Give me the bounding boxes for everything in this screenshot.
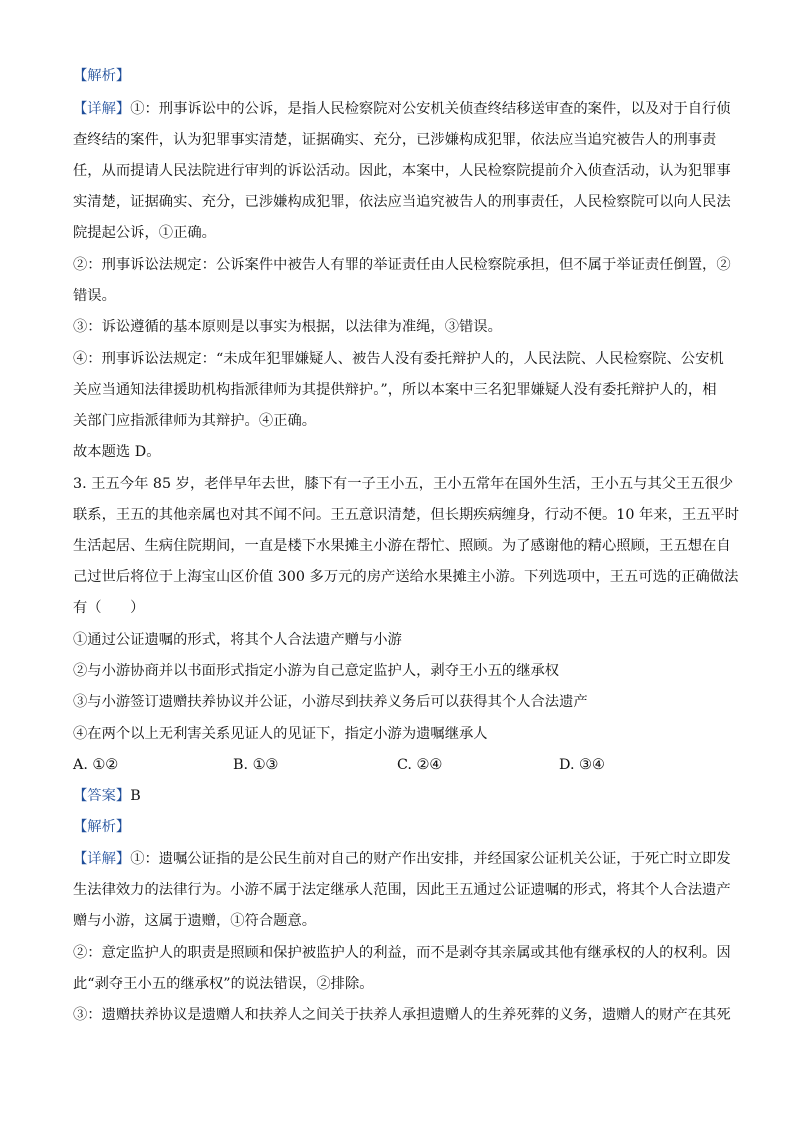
option-c: C. ②④	[397, 757, 443, 773]
answer-line	[73, 786, 721, 806]
detail-paragraph-line: 关部门应指派律师为其辩护。④正确。	[73, 413, 317, 429]
detail-paragraph-line: ③：遗赠扶养协议是遗赠人和扶养人之间关于扶养人承担遗赠人的生养死葬的义务，遗赠人的财产在其死	[73, 1007, 731, 1023]
detail-paragraph-line: 关应当通知法律援助机构指派律师为其提供辩护。”，所以本案中三名犯罪嫌疑人没有委托辩护人的，相	[73, 382, 717, 398]
question-stem-line: 己过世后将位于上海宝山区价值 300 多万元的房产送给水果摊主小游。下列选项中，王五可选的正确做法	[73, 569, 739, 585]
conclusion-line: 故本题选 D。	[73, 444, 161, 460]
question-stem-line: 联系，王五的其他亲属也对其不闻不问。王五意识清楚，但长期疾病缠身，行动不便。10 年来，王五平时	[73, 507, 740, 523]
detail-paragraph-line: 院提起公诉，①正确。	[73, 225, 216, 241]
detail-paragraph-line: 错误。	[73, 288, 116, 304]
detail-paragraph-line: ②：意定监护人的职责是照顾和保护被监护人的利益，而不是剥夺其亲属或其他有继承权的人的权利。因	[73, 945, 731, 961]
answer-value: B	[130, 788, 141, 804]
detail-paragraph-line: 此“剥夺王小五的继承权”的说法错误，②排除。	[73, 976, 374, 992]
detail-paragraph-line: 赠与小游，这属于遗赠，①符合题意。	[73, 913, 317, 929]
question-stem-line: 3. 王五今年 85 岁，老伴早年去世，膝下有一子王小五，王小五常年在国外生活，王小五与其父王五很少	[73, 476, 734, 492]
detail-heading: 【详解】	[73, 101, 131, 117]
statement-4: ④在两个以上无利害关系见证人的见证下，指定小游为遗嘱继承人	[73, 726, 488, 742]
detail-paragraph-line: 任，从而提请人民法院进行审判的诉讼活动。因此，本案中，人民检察院提前介入侦查活动，认为犯罪事	[73, 163, 731, 179]
detail-heading: 【详解】	[73, 851, 131, 867]
detail-paragraph-line: 查终结的案件，认为犯罪事实清楚，证据确实、充分，已涉嫌构成犯罪，依法应当追究被告人的刑事责	[73, 132, 717, 148]
statement-3: ③与小游签订遗赠扶养协议并公证，小游尽到扶养义务后可以获得其个人合法遗产	[73, 694, 588, 710]
detail-paragraph-line: 【详解】①：刑事诉讼中的公诉，是指人民检察院对公安机关侦查终结移送审查的案件，以及对于自行侦	[73, 101, 731, 117]
detail-paragraph-line: 生法律效力的法律行为。小游不属于法定继承人范围，因此王五通过公证遗嘱的形式，将其个人合法遗产	[73, 882, 731, 898]
option-b: B. ①③	[233, 757, 279, 773]
answer-heading: 【答案】	[73, 788, 131, 804]
statement-2: ②与小游协商并以书面形式指定小游为自己意定监护人，剥夺王小五的继承权	[73, 663, 560, 679]
question-stem-line: 有（ ）	[73, 600, 145, 616]
statement-1: ①通过公证遗嘱的形式，将其个人合法遗产赠与小游	[73, 632, 402, 648]
detail-paragraph-line: ②：刑事诉讼法规定：公诉案件中被告人有罪的举证责任由人民检察院承担，但不属于举证责任倒置，②	[73, 257, 731, 273]
detail-paragraph-line: 【详解】①：遗嘱公证指的是公民生前对自己的财产作出安排，并经国家公证机关公证，于死亡时立即发	[73, 851, 731, 867]
detail-paragraph-line: ③：诉讼遵循的基本原则是以事实为根据，以法律为准绳，③错误。	[73, 319, 502, 335]
detail-paragraph-line: ④：刑事诉讼法规定：“未成年犯罪嫌疑人、被告人没有委托辩护人的，人民法院、人民检察院、公安机	[73, 351, 724, 367]
analysis-heading: 【解析】	[73, 819, 131, 835]
detail-paragraph-line: 实清楚，证据确实、充分，已涉嫌构成犯罪，依法应当追究被告人的刑事责任，人民检察院可以向人民法	[73, 194, 731, 210]
analysis-heading: 【解析】	[73, 68, 131, 84]
option-d: D. ③④	[559, 757, 605, 773]
question-stem-line: 生活起居、生病住院期间，一直是楼下水果摊主小游在帮忙、照顾。为了感谢他的精心照顾，王五想在自	[73, 538, 731, 554]
option-a: A. ①②	[73, 757, 119, 773]
